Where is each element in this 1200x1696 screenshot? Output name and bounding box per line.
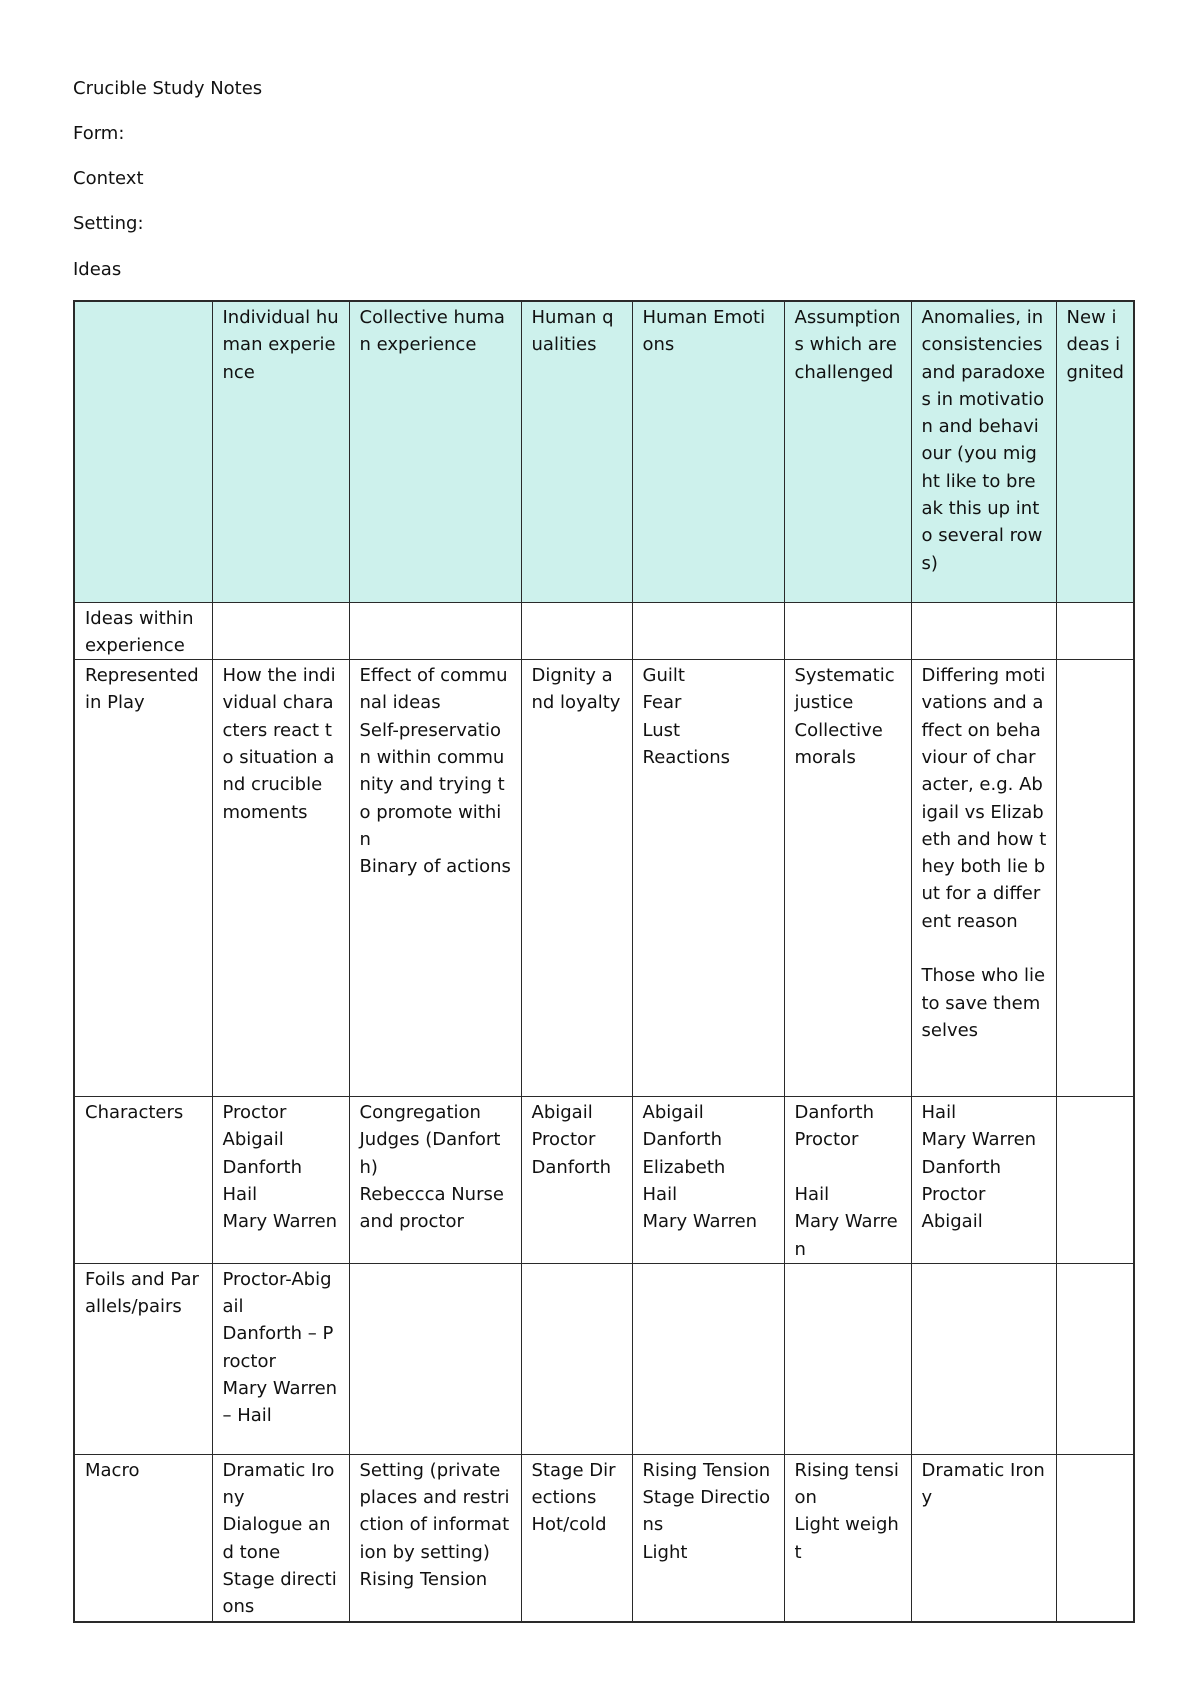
table-cell [349, 602, 521, 660]
table-cell [911, 602, 1056, 660]
table-cell: Abigail Proctor Danforth [521, 1097, 632, 1264]
table-cell [1056, 1454, 1134, 1621]
table-cell: Dramatic Irony [911, 1454, 1056, 1621]
study-notes-table [73, 300, 1135, 1623]
ideas-label: Ideas [73, 259, 122, 280]
table-cell: Proctor Abigail Danforth Hail Mary Warren [212, 1097, 349, 1264]
table-cell [521, 602, 632, 660]
table-row [74, 1097, 1134, 1264]
document-title: Crucible Study Notes [73, 78, 263, 99]
table-cell [632, 1263, 784, 1454]
row-label: Ideas within experience [74, 602, 212, 660]
table-row [74, 660, 1134, 1097]
table-cell: Effect of communal ideas Self-preservation within community and trying to promote within Binary of actions [349, 660, 521, 1097]
header-cell-human-qualities: Human qualities [521, 301, 632, 602]
table-cell: Proctor-Abigail Danforth – Proctor Mary Warren – Hail [212, 1263, 349, 1454]
row-label: Characters [74, 1097, 212, 1264]
table-cell: Differing motivations and affect on behaviour of character, e.g. Abigail vs Elizabeth and how they both lie but for a different reason Those who lie to save themselves [911, 660, 1056, 1097]
header-cell-assumptions: Assumptions which are challenged [784, 301, 911, 602]
table-cell [212, 602, 349, 660]
table-cell [1056, 1097, 1134, 1264]
table-cell: Dignity and loyalty [521, 660, 632, 1097]
table-cell: Danforth Proctor Hail Mary Warren [784, 1097, 911, 1264]
table-cell [1056, 660, 1134, 1097]
table-cell: Rising tension Light weight [784, 1454, 911, 1621]
table-row [74, 602, 1134, 660]
table-cell [784, 602, 911, 660]
table-cell: Hail Mary Warren Danforth Proctor Abigail [911, 1097, 1056, 1264]
header-cell-human-emotions: Human Emotions [632, 301, 784, 602]
row-label: Macro [74, 1454, 212, 1621]
table-row [74, 1454, 1134, 1621]
table-cell [911, 1263, 1056, 1454]
header-cell-anomalies: Anomalies, inconsistencies and paradoxes in motivation and behaviour (you might like to break this up into several rows) [911, 301, 1056, 602]
table-cell [1056, 602, 1134, 660]
table-header-row [74, 301, 1134, 602]
table-cell: Setting (private places and restriction of information by setting) Rising Tension [349, 1454, 521, 1621]
context-label: Context [73, 168, 144, 189]
table-cell: Systematic justice Collective morals [784, 660, 911, 1097]
header-cell-new-ideas: New ideas ignited [1056, 301, 1134, 602]
table-cell: Stage Directions Hot/cold [521, 1454, 632, 1621]
table-cell: Abigail Danforth Elizabeth Hail Mary Warren [632, 1097, 784, 1264]
table-cell: How the individual characters react to situation and crucible moments [212, 660, 349, 1097]
setting-label: Setting: [73, 213, 144, 234]
header-cell-blank [74, 301, 212, 602]
table-cell: Dramatic Irony Dialogue and tone Stage directions [212, 1454, 349, 1621]
table-cell [349, 1263, 521, 1454]
header-cell-individual-experience: Individual human experience [212, 301, 349, 602]
table-cell [1056, 1263, 1134, 1454]
header-cell-collective-experience: Collective human experience [349, 301, 521, 602]
table-cell [521, 1263, 632, 1454]
table-cell [784, 1263, 911, 1454]
row-label: Foils and Parallels/pairs [74, 1263, 212, 1454]
table-row [74, 1263, 1134, 1454]
form-label: Form: [73, 123, 125, 144]
row-label: Represented in Play [74, 660, 212, 1097]
table-cell: Congregation Judges (Danforth) Rebeccca Nurse and proctor [349, 1097, 521, 1264]
table-cell: Guilt Fear Lust Reactions [632, 660, 784, 1097]
table-cell: Rising Tension Stage Directions Light [632, 1454, 784, 1621]
table-cell [632, 602, 784, 660]
